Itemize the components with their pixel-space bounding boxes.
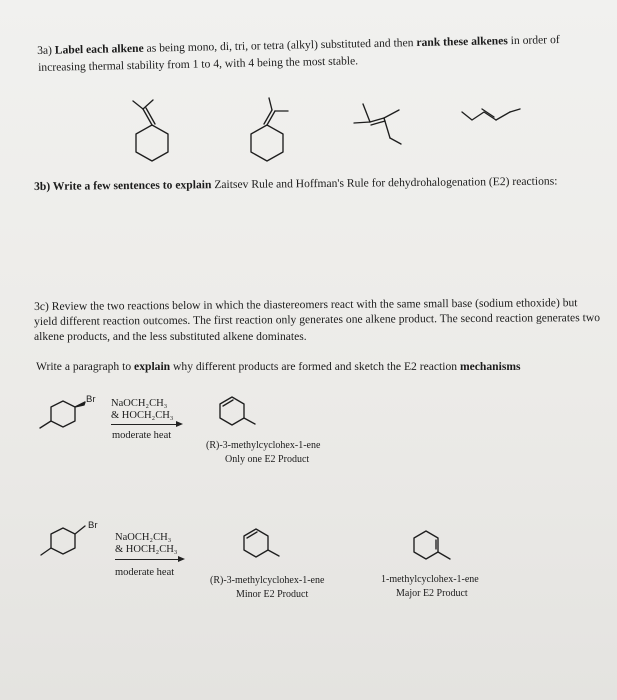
alkene-structure-3: [344, 98, 414, 158]
alkene-structure-4: [458, 100, 528, 130]
product-1-note: Only one E2 Product: [225, 454, 310, 465]
alkene-structure-1: [122, 97, 182, 167]
product-2b-structure: [402, 522, 462, 572]
product-2a-structure: [232, 520, 292, 570]
reaction-1-reagent-1: NaOCH₂CH₃: [111, 398, 168, 409]
reactant-1-bromine: Br: [86, 394, 96, 405]
product-2a-note: Minor E2 Product: [236, 589, 309, 600]
write-instruction: Write a paragraph to explain why different products are formed and sketch the E2 reaction mechanisms: [36, 360, 521, 373]
reaction-2-reagent-2: & HOCH₂CH₃: [115, 544, 178, 555]
product-1-structure: [208, 388, 268, 438]
reaction-2-condition: moderate heat: [115, 567, 175, 578]
question-3c-line3: alkene products, and the less substituted alkene dominates.: [34, 330, 307, 343]
reaction-2-arrow: [115, 559, 183, 560]
product-2b-name: 1-methylcyclohex-1-ene: [381, 574, 479, 585]
reaction-1-reagent-2: & HOCH₂CH₃: [111, 410, 174, 421]
alkene-structure-2: [241, 95, 301, 165]
question-3a-line2: increasing thermal stability from 1 to 4, with 4 being the most stable.: [38, 54, 359, 74]
question-3a-line1: 3a) Label each alkene as being mono, di, tri, or tetra (alkyl) substituted and then rank these alkenes in order of: [37, 33, 560, 57]
question-3c-line1: 3c) Review the two reactions below in which the diastereomers react with the same small base (sodium ethoxide) but: [34, 296, 578, 313]
product-1-name: (R)-3-methylcyclohex-1-ene: [206, 440, 321, 451]
reaction-2-reagent-1: NaOCH₂CH₃: [115, 532, 172, 543]
reaction-1-condition: moderate heat: [112, 430, 172, 441]
reaction-1-arrow: [111, 424, 181, 425]
product-2b-note: Major E2 Product: [396, 588, 468, 599]
reactant-2-bromine: Br: [88, 520, 98, 531]
question-3b: 3b) Write a few sentences to explain Zaitsev Rule and Hoffman's Rule for dehydrohalogenation (E2) reactions:: [34, 174, 558, 193]
question-3c-line2: yield different reaction outcomes. The first reaction only generates one alkene product. The second reaction generates two: [34, 311, 601, 328]
product-2a-name: (R)-3-methylcyclohex-1-ene: [210, 575, 325, 586]
